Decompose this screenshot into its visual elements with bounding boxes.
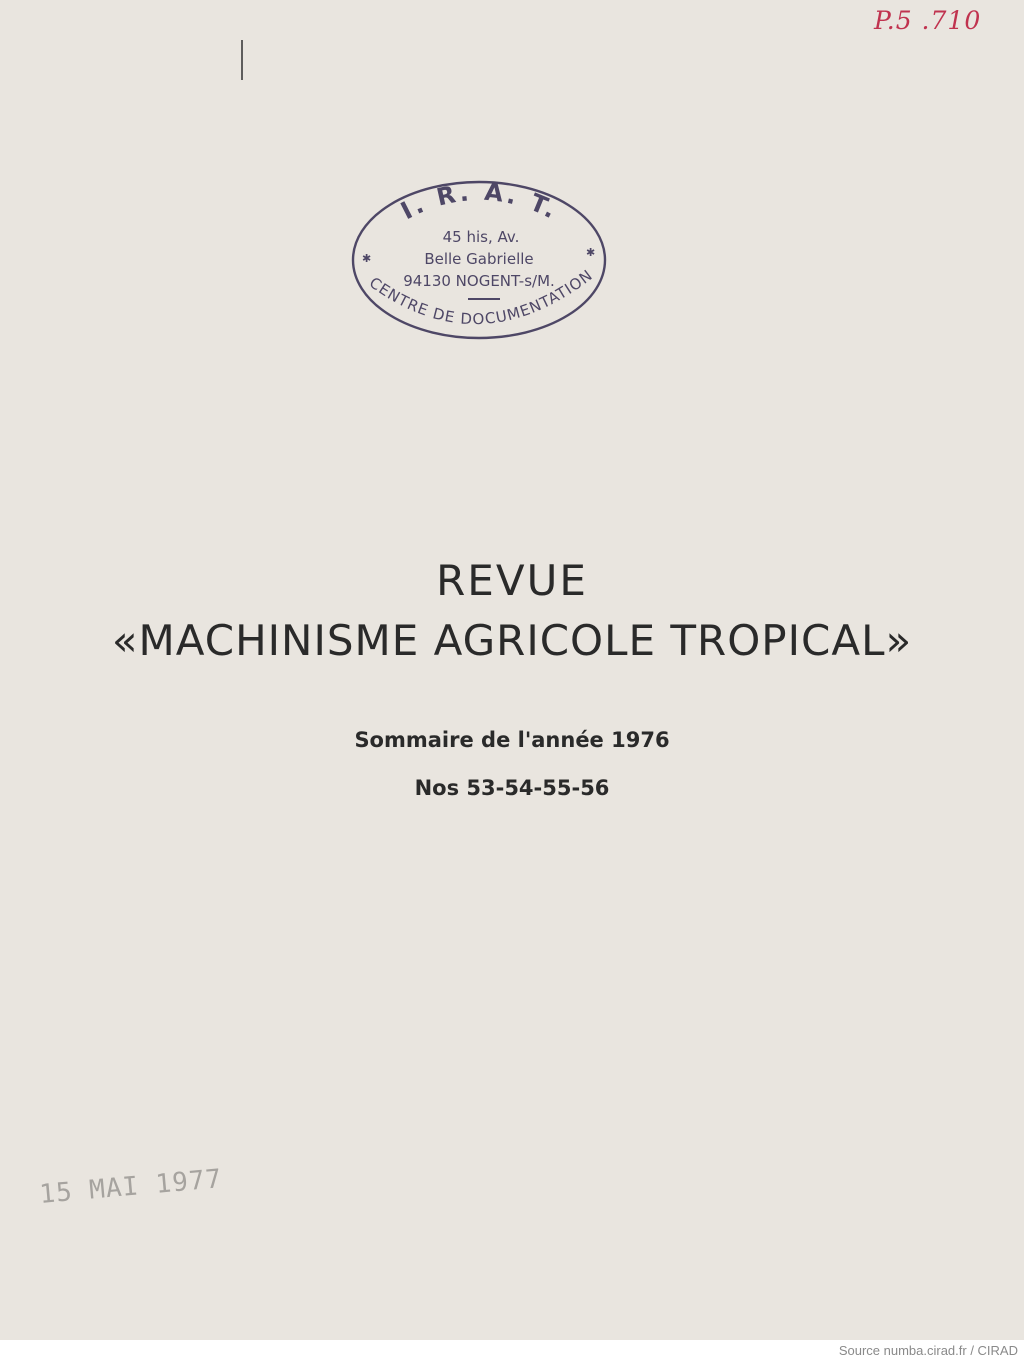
stamp-department-path: CENTRE DE DOCUMENTATION — [365, 265, 597, 329]
library-stamp — [348, 176, 610, 346]
stamp-address-line1: 45 his, Av. — [442, 228, 520, 246]
stamp-address-line2: Belle Gabrielle — [424, 250, 534, 268]
stamp-organization — [396, 178, 563, 226]
title-revue: REVUE — [436, 556, 588, 605]
source-attribution: Source numba.cirad.fr / CIRAD — [838, 1343, 1018, 1358]
received-date-stamp: 15 MAI 1977 — [38, 1164, 224, 1210]
stamp-star-right: ✱ — [586, 246, 596, 259]
summary-year: Sommaire de l'année 1976 — [354, 728, 670, 752]
stamp-organization-path: I. R. A. T. — [396, 177, 564, 226]
title-journal-name: «MACHINISME AGRICOLE TROPICAL» — [111, 616, 913, 665]
handwritten-reference: P.5 .710 — [874, 6, 982, 35]
issue-numbers: Nos 53-54-55-56 — [414, 776, 610, 800]
stamp-address-line3: 94130 NOGENT-s/M. — [403, 272, 555, 290]
margin-mark — [241, 40, 243, 80]
stamp-star-left: ✱ — [362, 252, 372, 265]
